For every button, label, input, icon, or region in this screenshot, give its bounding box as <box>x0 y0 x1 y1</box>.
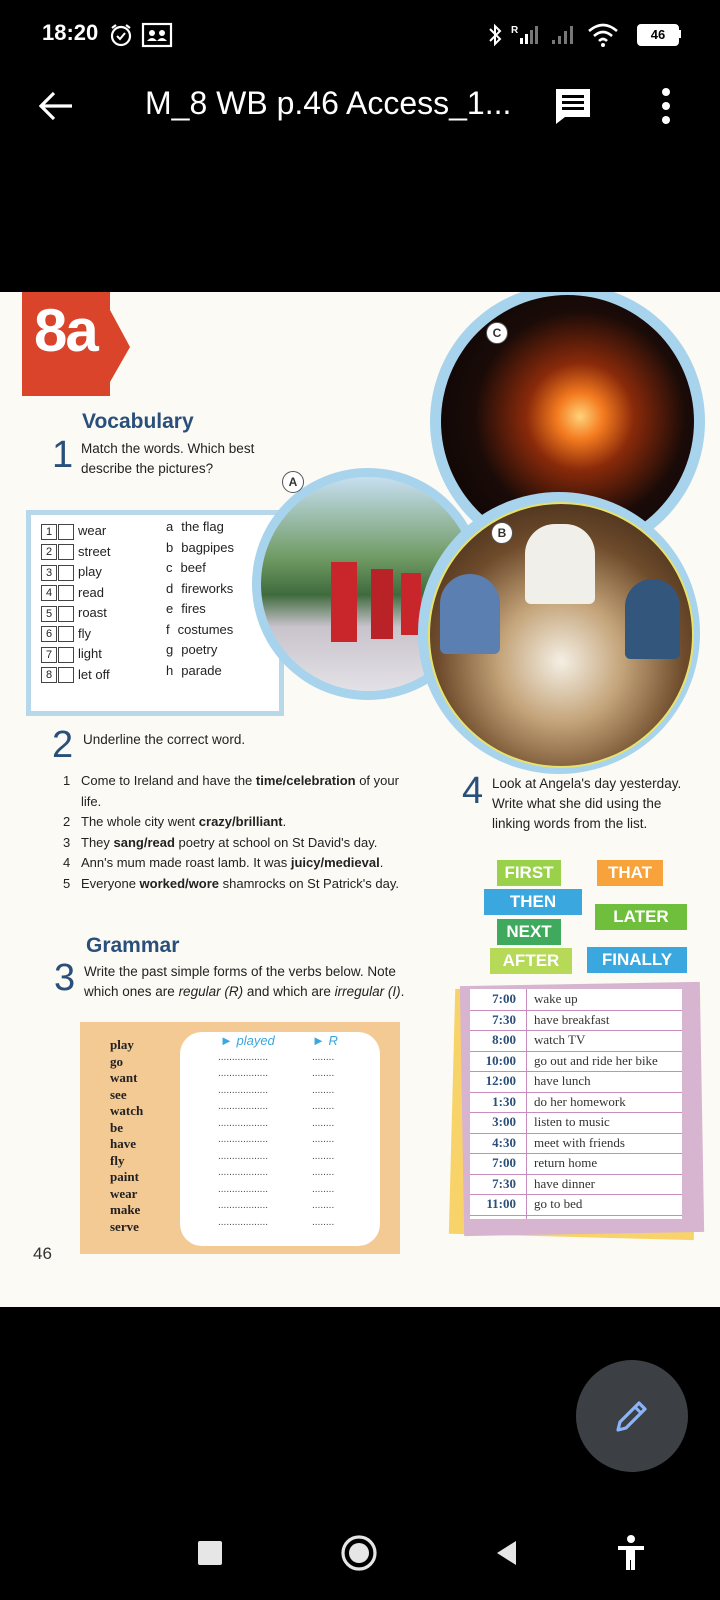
verb: go <box>110 1053 123 1069</box>
pencil-icon <box>612 1396 652 1436</box>
past-form-blank[interactable]: .................. <box>218 1167 269 1178</box>
schedule-activity: watch TV <box>534 1032 586 1047</box>
match-right-item <box>166 519 224 534</box>
match-word: parade <box>181 662 222 678</box>
type-blank[interactable]: ........ <box>312 1117 335 1129</box>
answer-box[interactable] <box>58 524 74 540</box>
match-word: the flag <box>181 519 224 534</box>
type-blank[interactable]: ........ <box>312 1134 335 1145</box>
past-form-blank[interactable]: .................. <box>218 1051 269 1063</box>
word-tile-later: LATER <box>595 904 687 930</box>
match-right-item <box>166 622 233 637</box>
match-word: costumes <box>177 621 234 637</box>
match-word: roast <box>78 605 107 620</box>
word-tile-after: AFTER <box>490 948 572 974</box>
schedule-time: 7:30 <box>492 1011 516 1027</box>
match-right-item <box>166 581 233 596</box>
irregular-term: irregular (I) <box>334 984 401 999</box>
item-number: 5 <box>41 606 57 622</box>
exercise1-number: 1 <box>52 434 74 476</box>
sentence-text: They <box>81 834 114 850</box>
match-word: beef <box>180 560 206 575</box>
schedule-time: 1:30 <box>492 1093 516 1109</box>
match-left-item <box>41 523 106 540</box>
type-blank[interactable]: ........ <box>312 1150 335 1162</box>
schedule-time: 4:30 <box>492 1134 516 1150</box>
sentence-number: 2 <box>63 814 71 829</box>
word-choice[interactable]: worked/wore <box>139 875 220 891</box>
sentence-number: 1 <box>63 773 71 788</box>
match-right-item <box>166 560 206 575</box>
verb: wear <box>110 1185 138 1201</box>
answer-box[interactable] <box>58 667 74 683</box>
past-form-blank[interactable]: .................. <box>218 1101 269 1112</box>
vocabulary-heading: Vocabulary <box>82 410 194 433</box>
schedule-time: 3:00 <box>492 1114 516 1129</box>
word-tile-next: NEXT <box>497 919 561 945</box>
schedule-row <box>470 1153 682 1175</box>
exercise3-text: which ones are <box>84 984 179 999</box>
sentence-continuation: life. <box>81 793 102 809</box>
type-blank[interactable]: ........ <box>312 1167 335 1178</box>
item-number: 3 <box>41 565 57 581</box>
sentence <box>63 771 443 791</box>
past-form-blank[interactable]: .................. <box>218 1216 269 1228</box>
word-choice[interactable]: juicy/medieval <box>290 855 380 870</box>
type-blank[interactable]: ........ <box>312 1051 335 1063</box>
match-word: bagpipes <box>181 539 235 555</box>
status-bar <box>0 0 720 70</box>
type-blank[interactable]: ........ <box>312 1101 335 1112</box>
schedule-row <box>470 1092 682 1114</box>
parade-figure <box>371 569 393 639</box>
schedule-row <box>470 1051 682 1073</box>
exercise1-line1: Match the words. Which best <box>81 441 255 456</box>
sentence-text: Come to Ireland and have the <box>81 773 256 788</box>
item-letter: e <box>166 601 174 616</box>
schedule-activity: go out and ride her bike <box>534 1052 658 1068</box>
match-left-item <box>41 564 102 581</box>
example-form: ► played <box>220 1033 275 1048</box>
schedule-time: 7:30 <box>492 1175 516 1191</box>
schedule-activity: listen to music <box>534 1114 610 1129</box>
schedule-time: 7:00 <box>492 991 516 1006</box>
sentence-number: 4 <box>63 855 71 870</box>
alarm-icon <box>108 22 134 48</box>
past-form-blank[interactable]: .................. <box>218 1117 269 1129</box>
answer-box[interactable] <box>58 544 74 560</box>
sentence-text: shamrocks on St Patrick's day. <box>219 875 399 891</box>
sentence-number: 5 <box>63 875 71 891</box>
type-blank[interactable]: ........ <box>312 1183 335 1195</box>
battery-indicator: 46 <box>637 24 679 46</box>
match-word: fires <box>181 601 206 616</box>
type-blank[interactable]: ........ <box>312 1068 335 1079</box>
item-letter: h <box>166 662 174 678</box>
exercise3-line1: Write the past simple forms of the verbs below. Note <box>84 964 396 979</box>
exercise3-line2 <box>84 982 444 1002</box>
schedule-activity: have lunch <box>534 1073 591 1088</box>
exercise2-instruction: Underline the correct word. <box>83 732 246 747</box>
match-word: light <box>78 646 102 661</box>
exercise4-instruction <box>492 774 681 834</box>
schedule-row <box>470 1112 682 1134</box>
schedule-row <box>470 989 682 1011</box>
exercise1-instruction <box>81 439 254 479</box>
exercise3-text: . <box>400 984 405 999</box>
exercise4-line3: linking words from the list. <box>492 816 648 831</box>
schedule-time: 12:00 <box>485 1073 516 1088</box>
back-nav-button[interactable] <box>494 1538 520 1568</box>
match-left-item <box>41 667 110 684</box>
schedule-row <box>470 1194 682 1216</box>
item-number: 1 <box>41 524 57 540</box>
type-blank[interactable]: ........ <box>312 1200 335 1211</box>
type-blank[interactable]: ........ <box>312 1216 335 1228</box>
match-word: poetry <box>181 642 218 657</box>
match-word: let off <box>78 666 110 682</box>
item-letter: f <box>166 621 170 637</box>
battery-tip <box>678 30 681 38</box>
schedule-time: 8:00 <box>492 1032 516 1047</box>
exercise4-line1: Look at Angela's day yesterday. <box>492 776 682 791</box>
sentence <box>63 853 443 873</box>
exercise1-line2: describe the pictures? <box>81 461 214 476</box>
accessibility-icon[interactable] <box>616 1534 646 1572</box>
unit-label: 8a <box>34 297 97 364</box>
item-number: 4 <box>41 585 57 601</box>
verb: want <box>110 1070 138 1085</box>
edit-fab[interactable] <box>576 1360 688 1472</box>
item-number: 6 <box>41 626 57 642</box>
word-choice[interactable]: sang/read <box>113 834 175 850</box>
word-tile-that: THAT <box>597 860 663 886</box>
sentence-text: Everyone <box>81 875 140 891</box>
dinner-picture <box>428 502 694 768</box>
answer-box[interactable] <box>58 585 74 601</box>
verb: see <box>110 1086 127 1102</box>
back-arrow-icon[interactable] <box>36 88 76 124</box>
schedule-activity: have dinner <box>534 1175 596 1191</box>
item-letter: b <box>166 539 174 555</box>
picture-a-label: A <box>282 471 304 493</box>
verbs-answer-card <box>180 1032 380 1246</box>
past-form-blank[interactable]: .................. <box>218 1084 269 1096</box>
svg-text:R: R <box>511 25 519 36</box>
match-right-item <box>166 601 206 616</box>
schedule-row <box>470 1174 682 1196</box>
match-left-item <box>41 646 102 663</box>
vocab-match-box <box>26 510 284 716</box>
diner-figure <box>525 524 595 604</box>
item-letter: g <box>166 642 174 657</box>
match-right-item <box>166 540 234 555</box>
past-form-blank[interactable]: .................. <box>218 1183 269 1195</box>
signal-2-icon <box>548 22 578 46</box>
sentence-text: poetry at school on St David's day. <box>174 834 378 850</box>
past-form-blank[interactable]: .................. <box>218 1134 269 1145</box>
schedule-row <box>470 1133 682 1155</box>
status-time: 18:20 <box>42 20 99 45</box>
regular-term: regular (R) <box>178 984 244 999</box>
verb: paint <box>110 1169 139 1184</box>
answer-box[interactable] <box>58 565 74 581</box>
past-form-blank[interactable]: .................. <box>218 1150 269 1162</box>
picture-b-label: B <box>491 522 513 544</box>
sentence <box>63 833 443 853</box>
answer-box[interactable] <box>58 606 74 622</box>
match-left-item <box>41 605 107 622</box>
sentence-text: The whole city went <box>81 814 199 829</box>
word-choice[interactable]: crazy/brilliant <box>198 814 283 829</box>
item-letter: a <box>166 519 174 534</box>
exercise4-line2: Write what she did using the <box>492 796 662 811</box>
comments-icon[interactable] <box>553 86 593 126</box>
match-right-item <box>166 642 217 657</box>
sentence-number: 3 <box>63 834 71 850</box>
verb: play <box>110 1037 134 1052</box>
diner-figure <box>625 579 680 659</box>
verb: make <box>110 1202 141 1217</box>
page-number: 46 <box>33 1244 52 1263</box>
wifi-icon <box>586 22 620 48</box>
schedule-activity: wake up <box>534 991 578 1006</box>
past-form-blank[interactable]: .................. <box>218 1200 269 1211</box>
word-tile-finally: FINALLY <box>587 947 687 973</box>
schedule-activity: do her homework <box>534 1093 626 1109</box>
match-left-item <box>41 585 104 602</box>
home-button[interactable] <box>340 1534 378 1572</box>
grammar-heading: Grammar <box>86 934 180 957</box>
match-word: fly <box>78 625 91 641</box>
match-word: street <box>78 543 111 559</box>
recents-button[interactable] <box>198 1541 222 1565</box>
exercise2-number: 2 <box>52 724 74 766</box>
schedule-activity: go to bed <box>534 1196 583 1211</box>
exercise3-text: and which are <box>243 984 335 999</box>
sentence-text: . <box>379 855 384 870</box>
exercise4-number: 4 <box>462 770 484 812</box>
match-left-item <box>41 544 111 561</box>
schedule-activity: have breakfast <box>534 1011 610 1027</box>
picture-b-frame <box>418 492 700 774</box>
answer-box[interactable] <box>58 626 74 642</box>
verb: fly <box>110 1152 125 1168</box>
picture-c-label: C <box>486 322 508 344</box>
angela-schedule <box>470 989 682 1219</box>
sentence-text: Ann's mum made roast lamb. It was <box>81 855 291 870</box>
word-tile-first: FIRST <box>497 860 561 886</box>
item-number: 7 <box>41 647 57 663</box>
document-title: M_8 WB p.46 Access_1... <box>145 85 512 121</box>
document-page <box>0 292 720 1307</box>
more-options-icon[interactable] <box>660 86 672 126</box>
diner-figure <box>440 574 500 654</box>
bluetooth-icon <box>487 22 503 48</box>
contacts-card-icon <box>141 22 173 48</box>
parade-figure <box>331 562 357 642</box>
item-letter: c <box>166 560 173 575</box>
match-right-item <box>166 663 222 678</box>
signal-icon <box>510 22 542 46</box>
match-left-item <box>41 626 91 643</box>
schedule-activity: meet with friends <box>534 1134 625 1150</box>
past-form-blank[interactable]: .................. <box>218 1068 269 1079</box>
verb: watch <box>110 1103 144 1118</box>
match-word: fireworks <box>181 580 234 596</box>
match-word: wear <box>78 523 107 538</box>
exercise3-instruction <box>84 962 444 1002</box>
item-letter: d <box>166 580 174 596</box>
schedule-row <box>470 1010 682 1032</box>
exercise3-number: 3 <box>54 957 76 999</box>
schedule-activity: return home <box>534 1155 598 1170</box>
match-word: read <box>78 584 105 600</box>
word-choice[interactable]: time/celebration <box>255 773 356 788</box>
sentence <box>63 812 443 832</box>
sentence-text: . <box>282 814 287 829</box>
schedule-row <box>470 1071 682 1093</box>
item-number: 2 <box>41 544 57 560</box>
verb: serve <box>110 1218 139 1234</box>
schedule-time: 10:00 <box>485 1052 516 1068</box>
example-type: ► R <box>312 1033 338 1048</box>
schedule-row <box>470 1030 682 1052</box>
word-tile-then: THEN <box>484 889 582 915</box>
type-blank[interactable]: ........ <box>312 1084 335 1096</box>
schedule-time: 11:00 <box>486 1196 516 1211</box>
schedule-time: 7:00 <box>492 1155 516 1170</box>
verb: have <box>110 1136 136 1151</box>
verb: be <box>110 1119 123 1135</box>
answer-box[interactable] <box>58 647 74 663</box>
sentence-text: of your <box>355 773 399 788</box>
match-word: play <box>78 564 102 579</box>
sentence <box>63 874 443 894</box>
item-number: 8 <box>41 667 57 683</box>
